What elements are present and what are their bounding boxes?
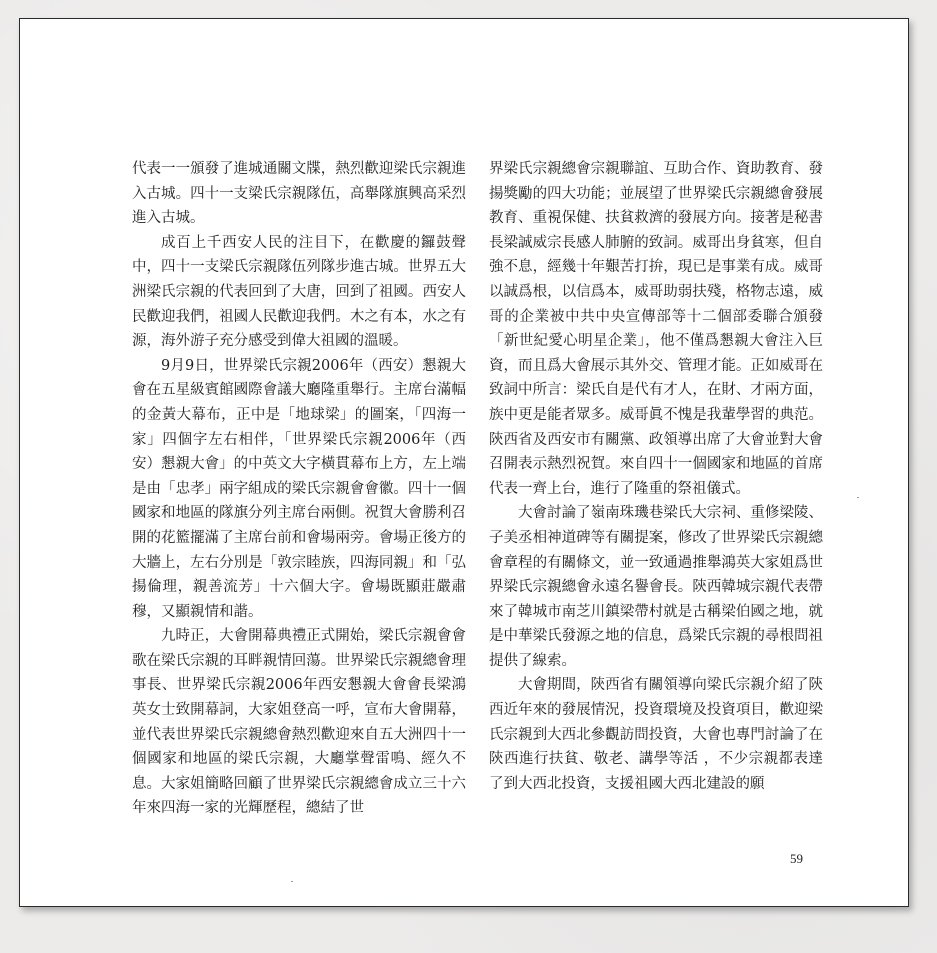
text-column-left (132, 157, 466, 821)
page-number: 59 (790, 851, 803, 866)
scan-speck (857, 497, 859, 498)
paragraph: 代表一一頒發了進城通關文牒，熱烈歡迎梁氏宗親進入古城。四十一支梁氏宗親隊伍，高舉隊旗興高采烈進入古城。 (132, 161, 466, 227)
document-page (19, 18, 909, 907)
paragraph: 九時正，大會開幕典禮正式開始，梁氏宗親會會歌在梁氏宗親的耳畔親情回蕩。世界梁氏宗親總會理事長、世界梁氏宗親2006年西安懇親大會會長梁鴻英女士致開幕詞，大家姐登高一呼，宣布大會開幕，並代表世界梁氏宗親總會熱烈歡迎來自五大洲四十一個國家和地區的梁氏宗親，大廳掌聲雷鳴、經久不息。大家姐簡略回顧了世界梁氏宗親總會成立三十六年來四海一家的光輝歷程，總結了世 (132, 628, 466, 817)
paragraph: 界梁氏宗親總會宗親聯誼、互助合作、資助教育、發揚獎勵的四大功能；並展望了世界梁氏宗親總會發展教育、重視保健、扶貧救濟的發展方向。接著是秘書長梁誠威宗長感人肺腑的致詞。威哥出身貧寒，但自強不息，經幾十年艱苦打拚，現已是事業有成。威哥以誠爲根，以信爲本，威哥助弱扶殘，格物志遠，威哥的企業被中共中央宣傳部等十二個部委聯合頒發「新世紀愛心明星企業」，他不僅爲懇親大會注入巨資，而且爲大會展示其外交、管理才能。正如威哥在致詞中所言：梁氏自是代有才人，在財、才兩方面，族中更是能者眾多。威哥眞不愧是我輩學習的典范。陝西省及西安市有關黨、政領導出席了大會並對大會召開表示熱烈祝賀。來自四十一個國家和地區的首席代表一齊上台，進行了隆重的祭祖儀式。 (489, 161, 823, 497)
scan-speck (291, 881, 293, 882)
paragraph: 大會討論了嶺南珠璣巷梁氏大宗祠、重修梁陵、子美丞相神道碑等有關提案，修改了世界梁氏宗親總會章程的有關條文，並一致通過推舉鴻英大家姐爲世界梁氏宗親總會永遠名譽會長。陝西韓城宗親代表帶來了韓城市南芝川鎮梁帶村就是古稱梁伯國之地，就是中華梁氏發源之地的信息，爲梁氏宗親的尋根問祖提供了線索。 (489, 505, 823, 669)
text-column-right (489, 157, 823, 796)
paragraph: 成百上千西安人民的注目下，在歡慶的鑼鼓聲中，四十一支梁氏宗親隊伍列隊步進古城。世界五大洲梁氏宗親的代表回到了大唐，回到了祖國。西安人民歡迎我們，祖國人民歡迎我們。木之有本，水之有源，海外游子充分感受到偉大祖國的溫暖。 (132, 234, 466, 350)
paragraph: 大會期間，陝西省有關領導向梁氏宗親介紹了陝西近年來的發展情況，投資環境及投資項目，歡迎梁氏宗親到大西北參觀訪問投資，大會也專門討論了在陝西進行扶貧、敬老、講學等活 ，不少宗親都表達了到大西北投資，支援祖國大西北建設的願 (489, 677, 823, 792)
paragraph: 9月9日，世界梁氏宗親2006年（西安）懇親大會在五星級賓館國際會議大廳隆重舉行。主席台滿幅的金黃大幕布，正中是「地球梁」的圖案，「四海一家」四個字左右相伴，「世界梁氏宗親2006年（西安）懇親大會」的中英文大字橫貫幕布上方，左上端是由「忠孝」兩字組成的梁氏宗親會會徽。四十一個國家和地區的隊旗分列主席台兩側。祝賀大會勝利召開的花籃擺滿了主席台前和會場兩旁。會場正後方的大牆上，左右分別是「敦宗睦族，四海同親」和「弘揚倫理，親善流芳」十六個大字。會場既顯莊嚴肅穆，又顯親情和諧。 (132, 357, 466, 620)
